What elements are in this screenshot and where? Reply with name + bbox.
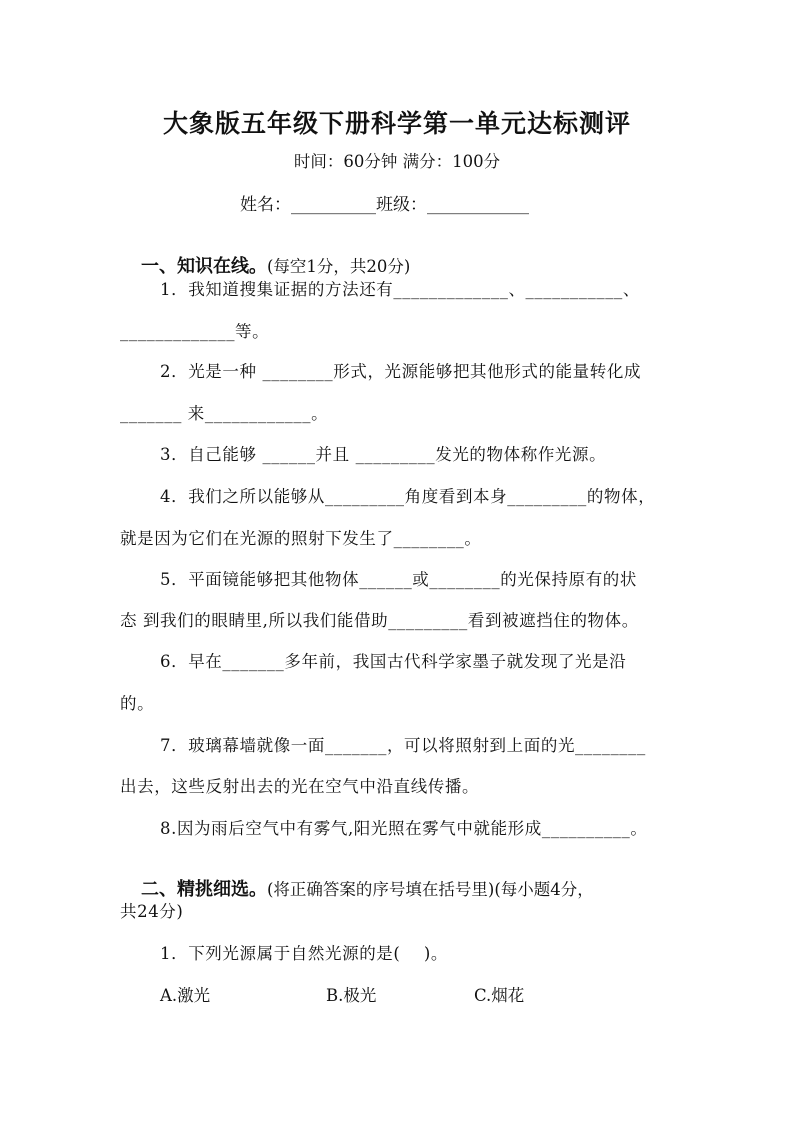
choice-option-b: B.极光: [326, 986, 377, 1005]
question-3-line-1: 3．自己能够 ______并且 _________发光的物体称作光源。: [160, 445, 607, 464]
exam-time-score: 时间：60分钟 满分：100分: [293, 152, 501, 171]
question-2-line-1: 2．光是一种 ________形式，光源能够把其他形式的能量转化成: [160, 362, 642, 381]
section-2-title: 二、精挑细选。: [140, 879, 267, 900]
question-1-line-1: 1．我知道搜集证据的方法还有_____________、___________、: [160, 280, 640, 299]
question-7-line-1: 7．玻璃幕墙就像一面_______，可以将照射到上面的光________: [160, 736, 646, 755]
question-6-line-2: 的。: [120, 694, 155, 713]
name-class-line: 姓名：__________班级：____________: [240, 195, 529, 215]
question-4-line-2: 就是因为它们在光源的照射下发生了________。: [120, 529, 482, 548]
question-1-line-2: _____________等。: [120, 322, 270, 341]
choice-option-c: C.烟花: [474, 986, 525, 1005]
question-6-line-1: 6．早在_______多年前，我国古代科学家墨子就发现了光是沿: [160, 652, 627, 671]
question-5-line-2: 态 到我们的眼睛里,所以我们能借助_________看到被遮挡住的物体。: [120, 611, 639, 630]
question-2-line-2: _______ 来____________。: [120, 404, 329, 423]
question-4-line-1: 4．我们之所以能够从_________角度看到本身_________的物体，: [160, 487, 656, 506]
section-1-note: (每空1分，共20分): [266, 257, 411, 276]
question-7-line-2: 出去，这些反射出去的光在空气中沿直线传播。: [120, 777, 480, 796]
question-5-line-1: 5．平面镜能够把其他物体______或________的光保持原有的状: [160, 570, 637, 589]
choice-option-a: A.激光: [160, 986, 211, 1005]
section-2-note-line-2: 共24分): [120, 902, 184, 921]
section-2-note: (将正确答案的序号填在括号里)(每小题4分，: [266, 880, 594, 899]
question-8-line-1: 8.因为雨后空气中有雾气,阳光照在雾气中就能形成__________。: [160, 819, 648, 838]
page-title: 大象版五年级下册科学第一单元达标测评: [162, 109, 631, 138]
choice-question-1-stem: 1．下列光源属于自然光源的是( )。: [160, 944, 448, 963]
section-1-title: 一、知识在线。: [140, 256, 267, 277]
